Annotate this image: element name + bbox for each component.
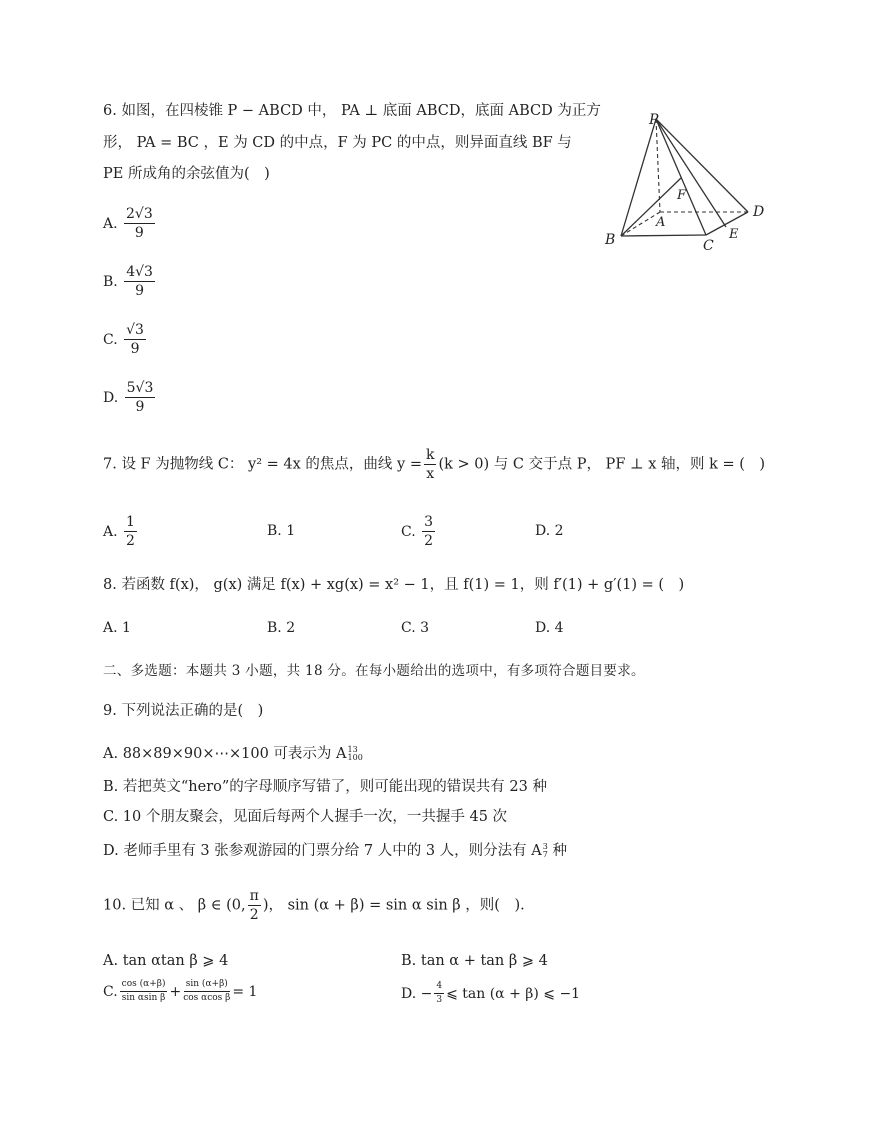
option-fraction: $\frac{1}{2}$ xyxy=(126,514,135,549)
q6-line2: 形， PA = BC ，E 为 CD 的中点，F 为 PC 的中点，则异面直线 BF 与 xyxy=(103,135,572,151)
option-fraction: $\frac{3}{2}$ xyxy=(424,514,434,549)
q9-stem: 9. 下列说法正确的是( ) xyxy=(103,703,264,719)
edge-pa-hidden xyxy=(656,119,660,212)
q7-option-d[interactable]: D. 2 xyxy=(535,523,564,539)
label-f: F xyxy=(677,188,687,203)
label-d: D xyxy=(753,204,765,220)
label-b: B xyxy=(605,232,616,248)
q10-fraction: $\frac{\pi}{2}$ xyxy=(249,888,259,923)
perm-indices: 13 100 xyxy=(347,745,363,762)
q9-option-b[interactable]: B. 若把英文“hero”的字母顺序写错了，则可能出现的错误共有 23 种 xyxy=(103,779,547,795)
q10-option-d[interactable]: D. − $\frac{4}{3}$ ⩽ tan (α + β) ⩽ −1 xyxy=(401,981,581,1005)
q7-fraction: $\frac{k}{x}$ xyxy=(425,447,435,482)
option-fraction: $\frac{5√3}{9}$ xyxy=(126,380,154,415)
edge-pd xyxy=(656,119,748,212)
option-fraction: $\frac{\sin (\alpha+\beta)}{\text{cos αcos β}}$ xyxy=(183,979,231,1003)
q7-option-a[interactable]: A. $\frac{1}{2}$ xyxy=(103,514,135,549)
q9-option-c[interactable]: C. 10 个朋友聚会，见面后每两个人握手一次，一共握手 45 次 xyxy=(103,809,508,825)
q6-line3: PE 所成角的余弦值为( ) xyxy=(103,166,270,182)
q6-option-d[interactable] xyxy=(103,380,157,415)
edge-cd xyxy=(706,212,748,235)
q8-option-a[interactable]: A. 1 xyxy=(103,620,131,636)
q6-option-a[interactable] xyxy=(103,206,157,241)
q8-option-b[interactable]: B. 2 xyxy=(267,620,296,636)
q9-option-d[interactable]: D. 老师手里有 3 张参观游园的门票分给 7 人中的 3 人，则分法有 A 3 7 种 xyxy=(103,842,567,859)
q8-option-c[interactable]: C. 3 xyxy=(401,620,430,636)
label-p: P xyxy=(649,112,659,128)
q8-stem: 8. 若函数 f(x)， g(x) 满足 f(x) + xg(x) = x² − 1，且 f(1) = 1，则 f′(1) + g′(1) = ( ) xyxy=(103,577,685,593)
q10-option-b[interactable]: B. tan α + tan β ⩾ 4 xyxy=(401,953,548,969)
q9-option-a[interactable]: A. 88×89×90×⋯×100 可表示为 A 13 100 xyxy=(103,745,363,762)
q6-option-b[interactable] xyxy=(103,264,157,299)
label-e: E xyxy=(729,227,739,242)
option-label: C. xyxy=(103,331,118,348)
option-label: B. xyxy=(103,273,118,290)
q7-option-c[interactable]: C. $\frac{3}{2}$ xyxy=(401,514,434,549)
pyramid-figure xyxy=(598,105,778,255)
q10-stem: 10. 已知 α 、 β ∈ (0, $\frac{\pi}{2}$ )， sin (α + β) = sin α sin β ，则( ). xyxy=(103,888,525,923)
q10-option-a[interactable]: A. tan αtan β ⩾ 4 xyxy=(103,953,229,969)
option-label: D. xyxy=(103,389,119,406)
option-fraction: $\frac{√3}{9}$ xyxy=(126,322,144,357)
option-label: A. xyxy=(103,215,118,232)
q7-option-b[interactable]: B. 1 xyxy=(267,523,296,539)
q7-suffix: (k > 0) 与 C 交于点 P， PF ⊥ x 轴，则 k = ( ) xyxy=(438,456,766,473)
option-fraction: $\frac{\cos (\alpha+\beta)}{\text{sin αsin β}}$ xyxy=(121,979,166,1003)
q8-option-d[interactable]: D. 4 xyxy=(535,620,564,636)
option-fraction: $\frac{2√3}{9}$ xyxy=(126,206,153,241)
perm-indices: 3 7 xyxy=(542,842,548,859)
option-fraction: $\frac{4√3}{9}$ xyxy=(126,264,153,299)
edge-bc xyxy=(621,235,706,236)
q6-option-c[interactable] xyxy=(103,322,148,357)
q7-prefix: 7. 设 F 为抛物线 C： y² = 4x 的焦点，曲线 y = xyxy=(103,456,422,473)
section-heading: 二、多选题：本题共 3 小题，共 18 分。在每小题给出的选项中，有多项符合题目要求。 xyxy=(103,663,645,679)
option-fraction: $\frac{4}{3}$ xyxy=(436,981,443,1005)
label-c: C xyxy=(703,238,714,254)
q10-option-c[interactable]: C. $\frac{\cos (\alpha+\beta)}{\text{sin αsin β}}$ + $\frac{\sin (\alpha+\beta)}{\text{cos αcos β}}$ = 1 xyxy=(103,979,258,1003)
edge-pe xyxy=(656,119,726,227)
q6-line1: 6. 如图，在四棱锥 P − ABCD 中， PA ⊥ 底面 ABCD，底面 ABCD 为正方 xyxy=(103,103,601,119)
q7-stem xyxy=(103,447,765,482)
label-a: A xyxy=(656,215,666,230)
